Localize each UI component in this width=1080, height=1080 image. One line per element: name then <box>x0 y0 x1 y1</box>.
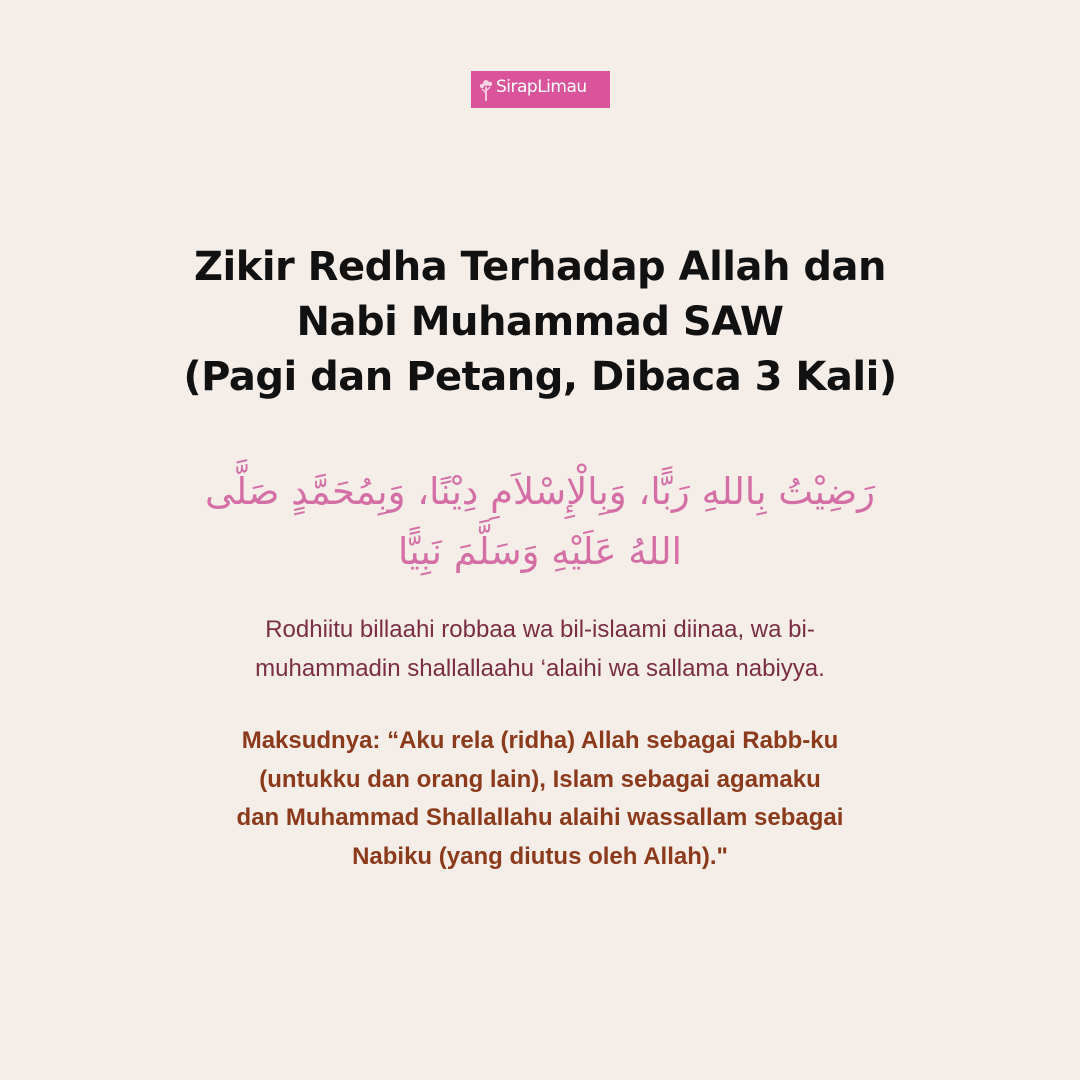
meaning-text <box>0 722 1080 876</box>
arabic-line: اللهُ عَلَيْهِ وَسَلَّمَ نَبِيًّا <box>398 530 682 573</box>
title-line: Zikir Redha Terhadap Allah dan <box>194 244 886 290</box>
transliteration-text <box>0 610 1080 688</box>
arabic-line: رَضِيْتُ بِاللهِ رَبًّا، وَبِالْإِسْلاَمِ دِيْنًا، وَبِمُحَمَّدٍ صَلَّى <box>204 470 876 513</box>
title-line: Nabi Muhammad SAW <box>296 299 784 345</box>
meaning-line: Maksudnya: “Aku rela (ridha) Allah sebagai Rabb-ku <box>241 727 839 754</box>
logo-text: SirapLimau <box>496 77 587 97</box>
siraplimau-logo <box>471 71 610 108</box>
transliteration-line: Rodhiitu billaahi robbaa wa bil-islaami diinaa, wa bi- <box>265 616 815 643</box>
meaning-line: (untukku dan orang lain), Islam sebagai agamaku <box>259 765 821 793</box>
meaning-line: dan Muhammad Shallallahu alaihi wassallam sebagai <box>236 804 844 831</box>
meaning-line: Nabiku (yang diutus oleh Allah)." <box>352 842 728 870</box>
arabic-text <box>100 462 980 582</box>
page-title <box>0 240 1080 405</box>
tree-icon <box>479 79 493 101</box>
transliteration-line: muhammadin shallallaahu ‘alaihi wa sallama nabiyya. <box>255 655 825 682</box>
title-line: (Pagi dan Petang, Dibaca 3 Kali) <box>183 354 897 400</box>
